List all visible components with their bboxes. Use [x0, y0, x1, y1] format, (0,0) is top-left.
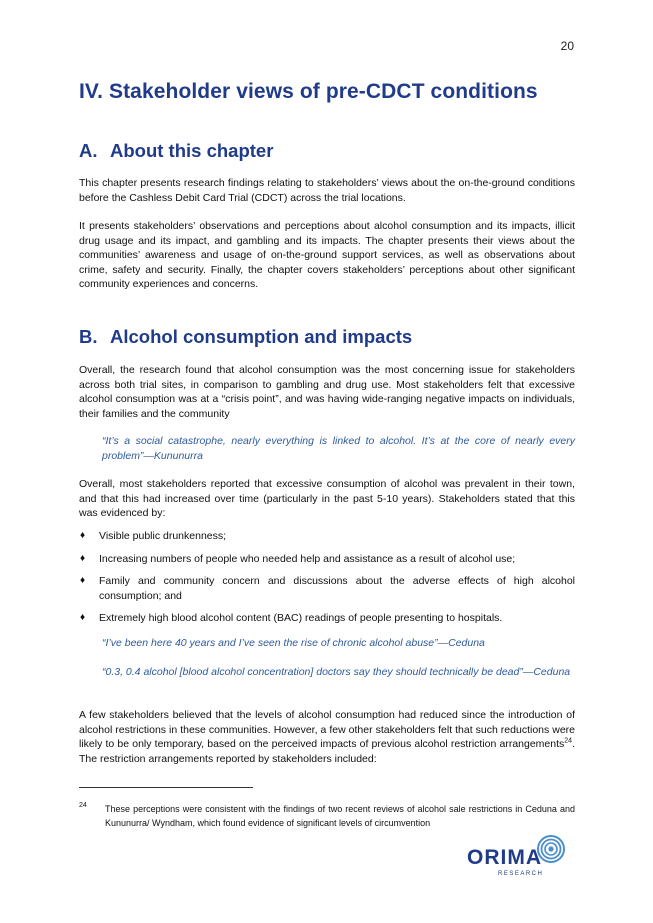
footnote: [79, 802, 575, 830]
section-a-paragraph-2: It presents stakeholders’ observations and perceptions about alcohol consumption and its impacts, illicit drug usage and its impact, and gambling and its impacts. The chapter presents their views about the communities’ awareness and usage of on-the-ground support services, as well as observations about crime, safety and security. Finally, the chapter covers stakeholders’ perceptions about other significant community experiences and concerns.: [79, 220, 575, 291]
logo-wordmark: ORIMA: [467, 846, 542, 869]
paragraph-text: A few stakeholders believed that the levels of alcohol consumption had reduced since the introduction of alcohol restrictions in these communities. However, a few other stakeholders felt that such reductions were likely to be only temporary, based on the perceived impacts of previous alcohol restriction arrangements: [79, 709, 575, 751]
list-item: [79, 529, 575, 544]
footnote-reference[interactable]: 24: [564, 737, 573, 745]
diamond-bullet-icon: ♦: [80, 530, 86, 541]
section-b-letter: B.: [79, 326, 98, 347]
paragraph-text-end: . The restriction arrangements reported by stakeholders included:: [79, 738, 575, 765]
section-b-paragraph-2: Overall, most stakeholders reported that excessive consumption of alcohol was prevalent in their town, and that this had increased over time (particularly in the past 5-10 years). Stakeholders stated that this was evidenced by:: [79, 478, 575, 520]
list-item: [79, 574, 575, 603]
page-number: 20: [560, 39, 574, 53]
footnote-number: 24: [79, 802, 87, 809]
list-item-text: Extremely high blood alcohol content (BAC) readings of people presenting to hospitals.: [99, 612, 503, 625]
evidence-list: [79, 529, 575, 626]
footnote-divider: [79, 787, 253, 788]
footnote-text: These perceptions were consistent with the findings of two recent reviews of alcohol sale restrictions in Ceduna and Kununurra/ Wyndham, which found evidence of significant levels of circumvention: [105, 804, 575, 828]
section-a-letter: A.: [79, 140, 98, 161]
chapter-title: IV. Stakeholder views of pre-CDCT conditions: [79, 80, 538, 103]
section-b-paragraph-1: Overall, the research found that alcohol consumption was the most concerning issue for stakeholders across both trial sites, in comparison to gambling and drug use. Most stakeholders felt that excessive alcohol consumption was at a “crisis point”, and was having wide-ranging negative impacts on individuals, their families and the community: [79, 364, 575, 420]
section-a-title: About this chapter: [110, 140, 274, 161]
diamond-bullet-icon: ♦: [80, 575, 86, 587]
section-b-heading: [79, 326, 412, 348]
section-a-heading: [79, 140, 273, 162]
section-a-paragraph-1: This chapter presents research findings relating to stakeholders’ views about the on-the-ground conditions before the Cashless Debit Card Trial (CDCT) across the trial locations.: [79, 177, 575, 204]
quote-ceduna-2: “0.3, 0.4 alcohol [blood alcohol concentration] doctors say they should technically be dead”—Ceduna: [102, 666, 571, 678]
list-item-text: Increasing numbers of people who needed help and assistance as a result of alcohol use;: [99, 552, 516, 565]
section-b-paragraph-3: [79, 708, 575, 766]
diamond-bullet-icon: ♦: [80, 552, 86, 564]
list-item: [79, 552, 575, 567]
quote-ceduna-1: “I’ve been here 40 years and I’ve seen the rise of chronic alcohol abuse”—Ceduna: [102, 637, 485, 649]
orima-research-logo: [463, 833, 573, 883]
diamond-bullet-icon: ♦: [80, 612, 86, 624]
quote-kununurra: “It’s a social catastrophe, nearly everything is linked to alcohol. It’s at the core of nearly every problem”—Kununurra: [102, 435, 575, 462]
list-item-text: Family and community concern and discussions about the adverse effects of high alcohol consumption; and: [99, 575, 575, 602]
section-b-title: Alcohol consumption and impacts: [110, 326, 413, 347]
list-item: [79, 611, 575, 626]
logo-subtitle: RESEARCH: [498, 871, 544, 877]
list-item-text: Visible public drunkenness;: [99, 530, 227, 542]
